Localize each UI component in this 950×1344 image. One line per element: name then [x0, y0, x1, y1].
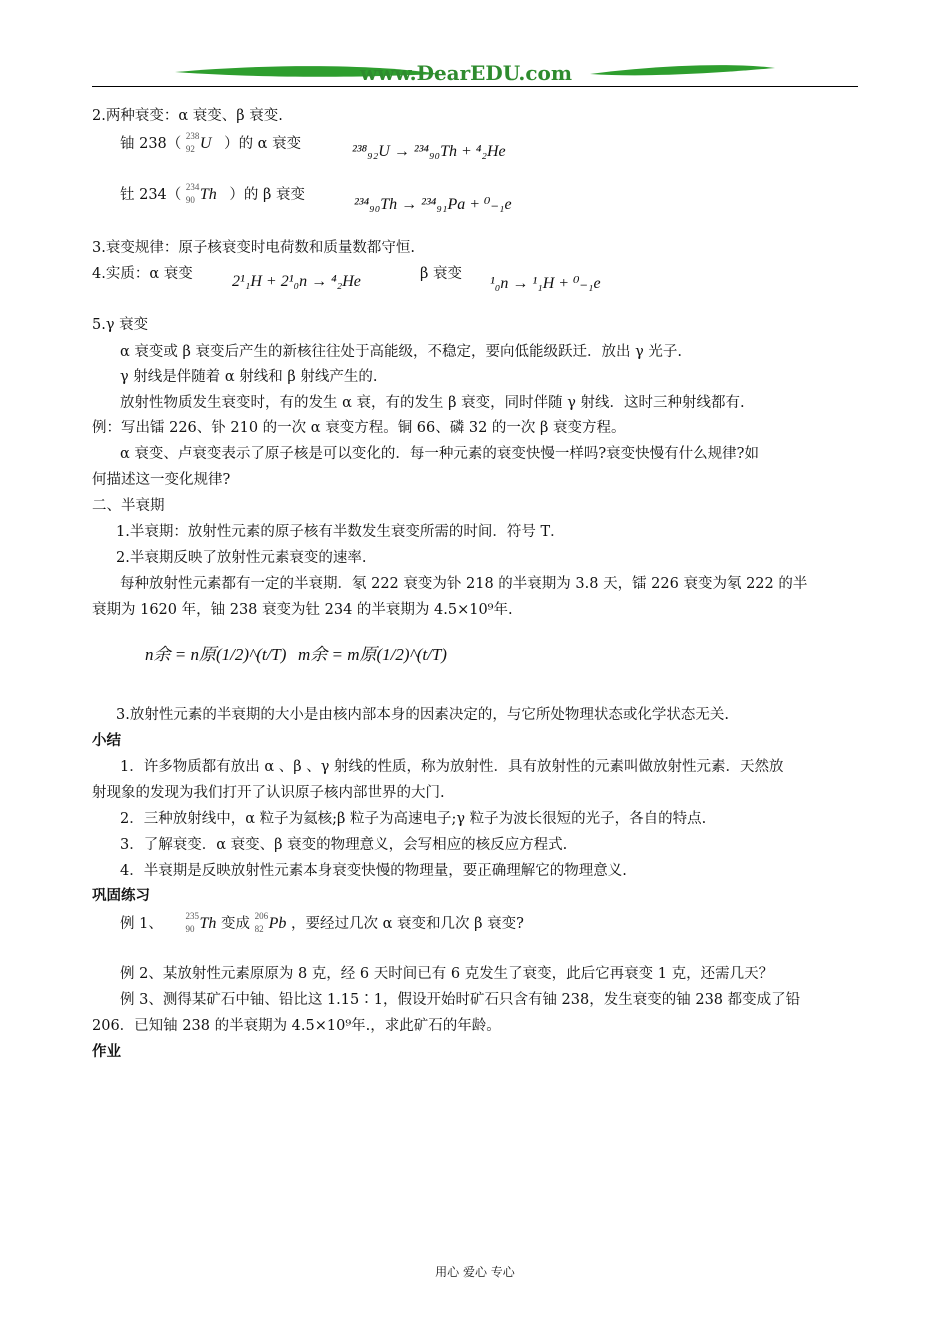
uranium-nuclide: 238 92 U [185, 131, 212, 154]
thorium-nuclide: 234 90 Th [185, 182, 217, 205]
example-decay-equations: 例：写出镭 226、钋 210 的一次 α 衰变方程。铜 66、磷 32 的一次 β 衰变方程。 [92, 420, 626, 436]
header-rule [92, 86, 858, 87]
decay-law: 3.衰变规律：原子核衰变时电荷数和质量数都守恒. [92, 240, 415, 256]
thorium-label: 钍 234（ [120, 187, 182, 203]
th235-nuclide: 235 90 Th [185, 911, 217, 934]
summary-item-1-cont: 射现象的发现为我们打开了认识原子核内部世界的大门. [92, 785, 445, 801]
halflife-rate: 2.半衰期反映了放射性元素衰变的速率. [116, 550, 367, 566]
beta-essence-equation: ¹₀n → ¹₁H + ⁰₋₁e [490, 275, 601, 292]
alpha-essence-equation: 2¹₁H + 2¹₀n → ⁴₂He [232, 273, 361, 290]
practice-example-3-cont: 206．已知铀 238 的半衰期为 4.5×10⁹年.，求此矿石的年龄。 [92, 1018, 501, 1034]
gamma-text-2: γ 射线是伴随着 α 射线和 β 射线产生的. [120, 369, 378, 385]
page-footer: 用心 爱心 专心 [435, 1265, 515, 1279]
halflife-def: 1.半衰期：放射性元素的原子核有半数发生衰变所需的时间．符号 T． [116, 524, 565, 540]
thorium-beta-line [120, 183, 305, 204]
alpha-decay-equation: ²³⁸₉₂U → ²³⁴₉₀Th + ⁴₂He [352, 143, 506, 160]
beta-decay-equation: ²³⁴₉₀Th → ²³⁴₉₁Pa + ⁰₋₁e [354, 196, 512, 213]
halflife-formula-n: n余 = n原(1/2)^(t/T) [145, 645, 287, 664]
practice-example-3: 例 3、测得某矿石中铀、铅比这 1.15∶1，假设开始时矿石只含有铀 238，发生衰变的铀 238 都变成了铅 [120, 992, 801, 1008]
gamma-decay-heading: 5.γ 衰变 [92, 317, 149, 333]
question-text-1: α 衰变、卢衰变表示了原子核是可以变化的．每一种元素的衰变快慢一样吗?衰变快慢有什么规律?如 [120, 446, 759, 462]
halflife-example-1: 每种放射性元素都有一定的半衰期．氡 222 衰变为钋 218 的半衰期为 3.8 天，镭 226 衰变为氡 222 的半 [120, 576, 808, 592]
practice-example-1: 例 1、 235 90 Th 变成 206 82 Pb ，要经过几次 α 衰变和几次 β 衰变? [120, 911, 524, 934]
halflife-heading: 二、半衰期 [92, 498, 165, 514]
uranium-label: 铀 238（ [120, 136, 182, 152]
question-text-2: 何描述这一变化规律? [92, 472, 231, 488]
summary-item-3: 3．了解衰变．α 衰变、β 衰变的物理意义，会写相应的核反应方程式. [120, 837, 568, 853]
header-banner [170, 58, 780, 94]
thorium-label-tail: ）的 β 衰变 [229, 187, 306, 203]
halflife-example-2: 衰期为 1620 年，铀 238 衰变为钍 234 的半衰期为 4.5×10⁹年. [92, 602, 513, 618]
gamma-text-1: α 衰变或 β 衰变后产生的新核往往处于高能级，不稳定，要向低能级跃迁．放出 γ 光子. [120, 344, 682, 360]
summary-item-2: 2．三种放射线中，α 粒子为氦核;β 粒子为高速电子;γ 粒子为波长很短的光子，各自的特点. [120, 811, 707, 827]
summary-item-1: 1．许多物质都有放出 α 、β 、γ 射线的性质，称为放射性．具有放射性的元素叫做放射性元素．天然放 [120, 759, 784, 775]
summary-heading: 小结 [92, 733, 121, 749]
essence-beta-label: β 衰变 [420, 266, 462, 282]
line-two-decays: 2.两种衰变：α 衰变、β 衰变. [92, 108, 283, 124]
uranium-alpha-line [120, 132, 301, 153]
site-logo: www.DearEDU.com [360, 61, 573, 85]
essence-alpha-label: 4.实质：α 衰变 [92, 266, 193, 282]
summary-item-4: 4．半衰期是反映放射性元素本身衰变快慢的物理量，要正确理解它的物理意义. [120, 863, 627, 879]
uranium-label-tail: ）的 α 衰变 [224, 136, 302, 152]
halflife-independence: 3.放射性元素的半衰期的大小是由核内部本身的因素决定的，与它所处物理状态或化学状态无关. [116, 707, 729, 723]
pb206-nuclide: 206 82 Pb [254, 911, 287, 934]
gamma-text-3: 放射性物质发生衰变时，有的发生 α 衰，有的发生 β 衰变，同时伴随 γ 射线．这时三种射线都有. [120, 395, 745, 411]
halflife-formula-m: m余 = m原(1/2)^(t/T) [298, 645, 447, 664]
practice-example-2: 例 2、某放射性元素原原为 8 克，经 6 天时间已有 6 克发生了衰变，此后它再衰变 1 克，还需几天？ [120, 966, 774, 982]
homework-heading: 作业 [92, 1044, 121, 1060]
practice-heading: 巩固练习 [92, 888, 150, 904]
